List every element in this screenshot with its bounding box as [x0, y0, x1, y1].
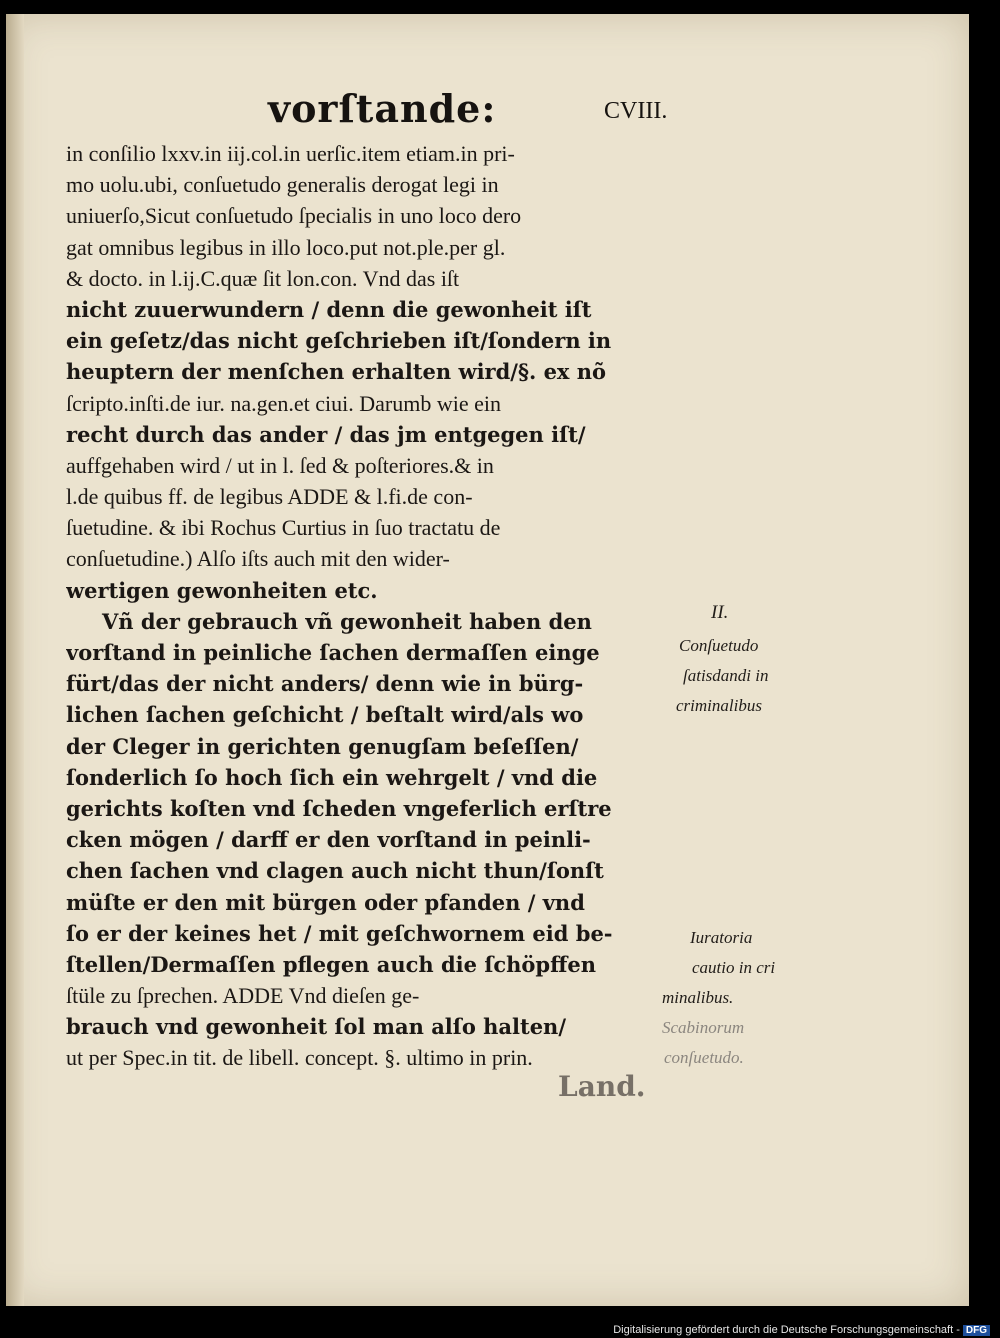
text-line: auffgehaben wird / ut in l. ſed & poſteriores.& in: [66, 452, 494, 478]
text-line: fürt/das der nicht anders/ denn wie in bürg-: [66, 671, 584, 697]
text-line: & docto. in l.ij.C.quæ ſit lon.con. Vnd das iſt: [66, 265, 460, 291]
margin-note-2-line-3: minalibus.: [662, 988, 734, 1007]
text-line: gerichts koſten vnd ſcheden vngeferlich erſtre: [66, 795, 612, 821]
text-line: chen ſachen vnd clagen auch nicht thun/ſonſt: [66, 858, 604, 884]
text-line: ſtellen/Dermaſſen pflegen auch die ſchöpffen: [66, 951, 596, 977]
text-line: lichen ſachen geſchicht / beſtalt wird/als wo: [66, 702, 584, 728]
text-line: l.de quibus ff. de legibus ADDE & l.fi.de con-: [66, 484, 473, 510]
margin-note-1-line-3: criminalibus: [676, 696, 762, 715]
text-line: müſte er den mit bürgen oder pfanden / vnd: [66, 889, 585, 915]
text-line: ſo er der keines het / mit geſchwornem eid be-: [66, 920, 613, 946]
running-header-title: vorſtande:: [268, 86, 497, 131]
text-line: mo uolu.ubi, conſuetudo generalis derogat legi in: [66, 172, 499, 198]
margin-note-1-line-2: ſatisdandi in: [683, 666, 769, 685]
text-line: ſuetudine. & ibi Rochus Curtius in ſuo tractatu de: [66, 515, 501, 541]
text-line: conſuetudine.) Alſo iſts auch mit den wider-: [66, 546, 450, 572]
margin-note-2-line-4: Scabinorum: [662, 1018, 745, 1037]
text-line: gat omnibus legibus in illo loco.put not.ple.per gl.: [66, 234, 506, 260]
text-line: uniuerſo,Sicut conſuetudo ſpecialis in uno loco dero: [66, 203, 522, 229]
digitization-footer: [613, 1324, 990, 1336]
margin-note-2-line-5: conſuetudo.: [664, 1048, 744, 1067]
page-gutter: [6, 14, 24, 1306]
text-line: in conſilio lxxv.in iij.col.in uerſic.item etiam.in pri-: [66, 141, 515, 166]
margin-number: II.: [711, 602, 729, 623]
text-line: vorſtand in peinliche ſachen dermaſſen einge: [66, 640, 600, 665]
text-line: ſonderlich ſo hoch ſich ein wehrgelt / vnd die: [66, 764, 598, 790]
margin-note-2-line-1: Iuratoria: [690, 928, 753, 947]
text-line: nicht zuuerwundern / denn die gewonheit iſt: [66, 296, 592, 322]
folio-number: CVIII.: [604, 98, 668, 124]
text-line: cken mögen / darff er den vorſtand in peinli-: [66, 827, 591, 853]
text-line: wertigen gewonheiten etc.: [66, 577, 378, 603]
text-line: ut per Spec.in tit. de libell. concept. §. ultimo in prin.: [66, 1045, 533, 1071]
margin-note-1-line-1: Conſuetudo: [679, 636, 759, 655]
text-line: recht durch das ander / das jm entgegen iſt/: [66, 421, 586, 447]
book-page: [6, 14, 969, 1306]
text-line: ein geſetz/das nicht geſchrieben iſt/ſondern in: [66, 328, 612, 354]
text-line: ſcripto.inſti.de iur. na.gen.et ciui. Darumb wie ein: [66, 390, 501, 416]
main-text-block: [66, 138, 678, 1074]
margin-note-2-line-2: cautio in cri: [692, 958, 776, 977]
dfg-logo: DFG: [963, 1325, 990, 1336]
catchword: Land.: [558, 1070, 646, 1103]
text-line: heuptern der menſchen erhalten wird/§. ex nõ: [66, 359, 607, 385]
text-line: der Cleger in gerichten genugſam beſeſſen/: [66, 733, 579, 759]
text-line: Vñ der gebrauch vñ gewonheit haben den: [102, 608, 592, 634]
text-line: brauch vnd gewonheit ſol man alſo halten/: [66, 1014, 566, 1040]
text-line: ſtüle zu ſprechen. ADDE Vnd dieſen ge-: [66, 983, 420, 1009]
footer-credit: Digitalisierung gefördert durch die Deutsche Forschungsgemeinschaft -: [613, 1324, 960, 1336]
